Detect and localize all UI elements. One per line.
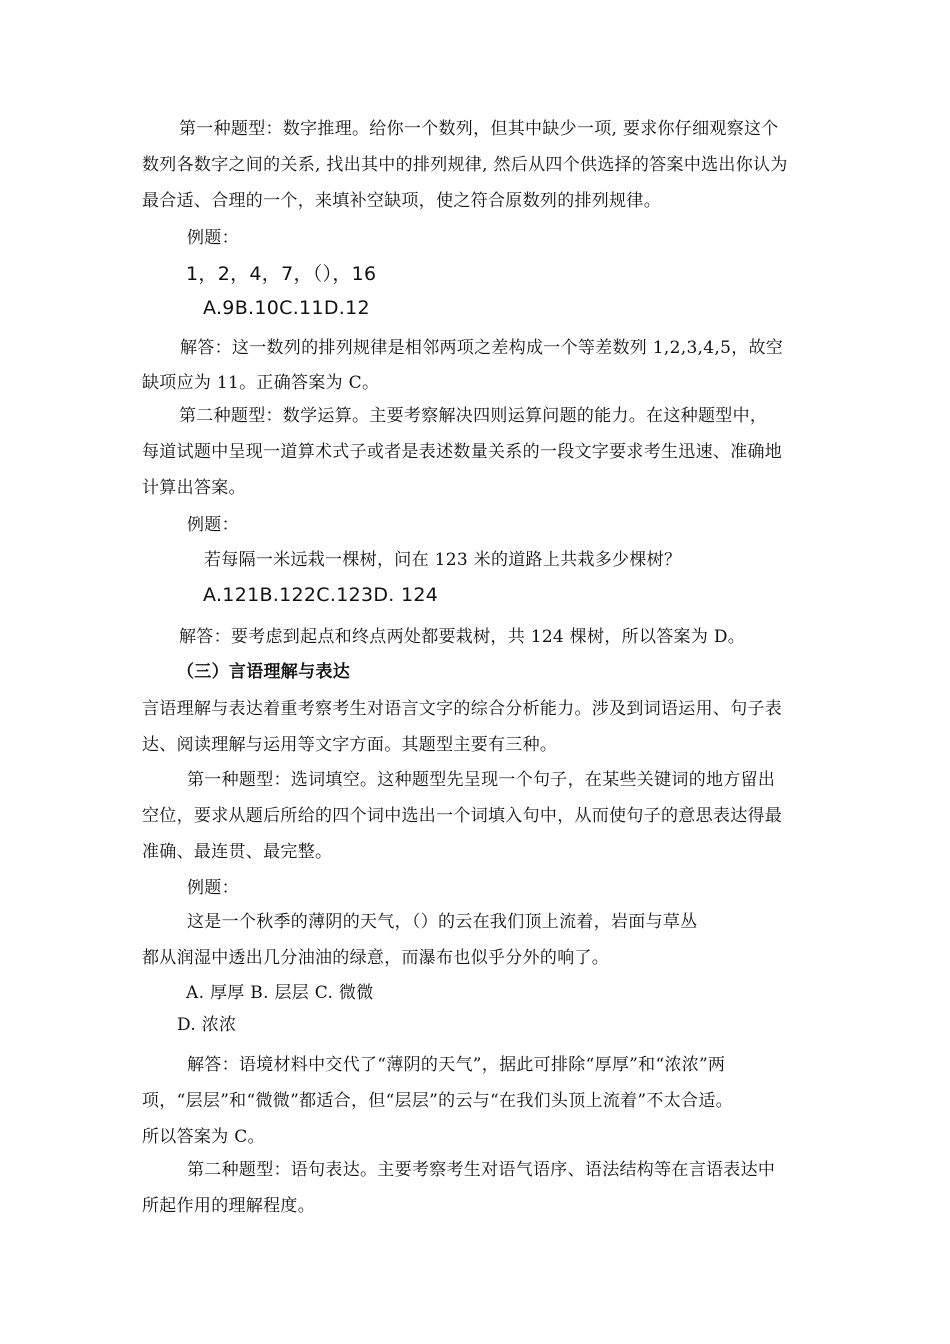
type1-intro-line-3: 最合适、合理的一个，来填补空缺项，使之符合原数列的排列规律。 (142, 191, 661, 211)
type2-question: 若每隔一米远栽一棵树，问在 123 米的道路上共栽多少棵树？ (204, 550, 682, 570)
type1-intro-line-2: 数列各数字之间的关系, 找出其中的排列规律, 然后从四个供选择的答案中选出你认为 (142, 155, 788, 175)
type2-intro-line-1: 第二种题型：数学运算。主要考察解决四则运算问题的能力。在这种题型中， (179, 406, 768, 426)
fill-answer-line-1: 解答：语境材料中交代了“薄阴的天气”，据此可排除“厚厚”和“浓浓”两 (187, 1055, 726, 1075)
type1-intro-line-1: 第一种题型：数字推理。给你一个数列，但其中缺少一项, 要求你仔细观察这个 (179, 119, 779, 139)
fill-question-line-1: 这是一个秋季的薄阴的天气，（）的云在我们顶上流着，岩面与草丛 (187, 912, 698, 932)
fill-options-line-2: D. 浓浓 (177, 1015, 237, 1035)
expression-intro-line-1: 第二种题型：语句表达。主要考察考生对语气语序、语法结构等在言语表达中 (187, 1160, 776, 1180)
section3-intro-line-1: 言语理解与表达着重考察考生对语言文字的综合分析能力。涉及到词语运用、句子表 (142, 699, 783, 719)
type2-intro-line-2: 每道试题中呈现一道算术式子或者是表述数量关系的一段文字要求考生迅速、准确地 (142, 442, 783, 462)
section3-intro-line-2: 达、阅读理解与运用等文字方面。其题型主要有三种。 (142, 735, 558, 755)
expression-intro-line-2: 所起作用的理解程度。 (142, 1196, 315, 1216)
fill-question-line-2: 都从润湿中透出几分油油的绿意，而瀑布也似乎分外的响了。 (142, 948, 610, 968)
fill-intro-line-3: 准确、最连贯、最完整。 (142, 842, 333, 862)
type2-answer: 解答：要考虑到起点和终点两处都要栽树，共 124 棵树，所以答案为 D。 (179, 627, 746, 647)
type1-answer-line-1: 解答：这一数列的排列规律是相邻两项之差构成一个等差数列 1,2,3,4,5，故空 (180, 338, 784, 358)
type2-example-label: 例题： (187, 515, 239, 535)
fill-answer-line-2: 项，“层层”和“微微”都适合，但“层层”的云与“在我们头顶上流着”不太合适。 (142, 1091, 733, 1111)
fill-options-line-1: A. 厚厚 B. 层层 C. 微微 (186, 983, 374, 1003)
section3-heading: （三）言语理解与表达 (177, 662, 350, 682)
type2-intro-line-3: 计算出答案。 (142, 478, 246, 498)
type2-options: A.121B.122C.123D. 124 (203, 584, 439, 606)
fill-example-label: 例题： (187, 878, 239, 898)
fill-intro-line-1: 第一种题型：选词填空。这种题型先呈现一个句子，在某些关键词的地方留出 (187, 770, 776, 790)
fill-intro-line-2: 空位，要求从题后所给的四个词中选出一个词填入句中，从而使句子的意思表达得最 (142, 806, 783, 826)
type1-options: A.9B.10C.11D.12 (203, 297, 370, 319)
type1-answer-line-2: 缺项应为 11。正确答案为 C。 (142, 373, 380, 393)
type1-sequence: 1，2，4，7，（），16 (186, 263, 377, 285)
type1-example-label: 例题： (187, 228, 239, 248)
fill-answer-line-3: 所以答案为 C。 (142, 1127, 265, 1147)
